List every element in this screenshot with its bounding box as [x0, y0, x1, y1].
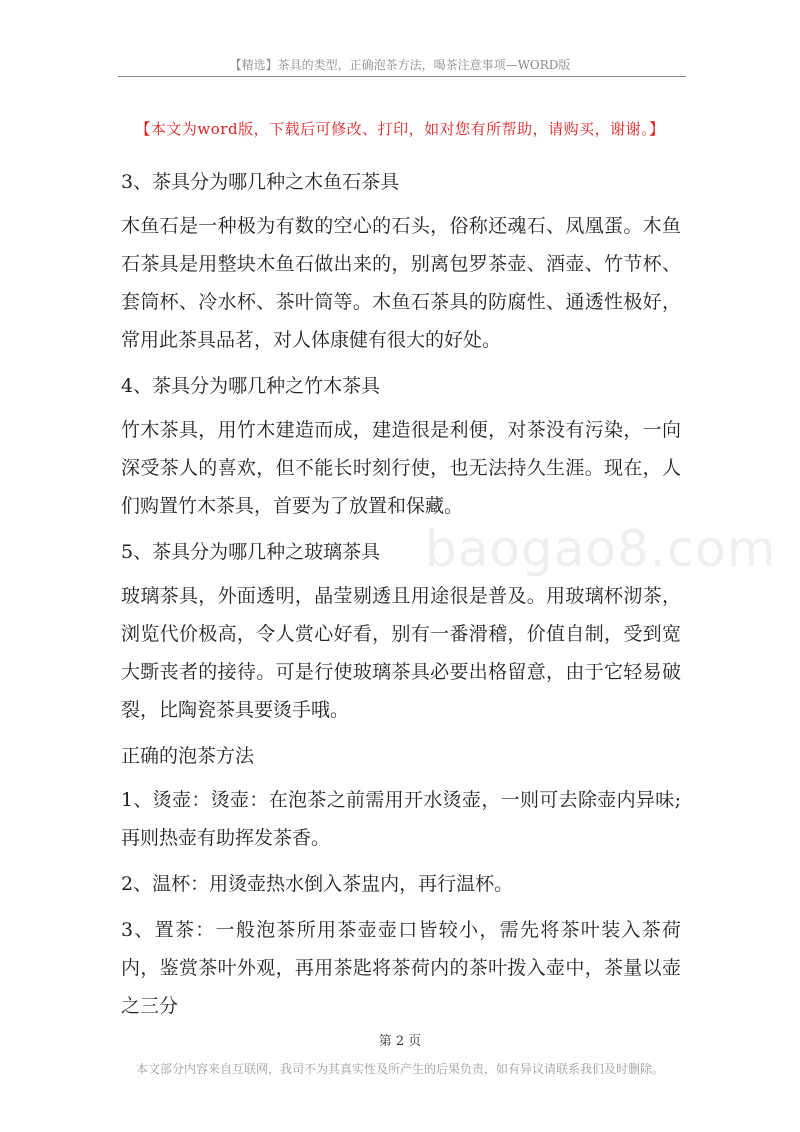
- paragraph-step-3: 3、置茶：一般泡茶所用茶壶壶口皆较小，需先将茶叶装入茶荷内，鉴赏茶叶外观，再用茶匙将茶荷内的茶叶拨入壶中，茶量以壶之三分: [121, 919, 681, 1017]
- section-heading-zhumu: 4、茶具分为哪几种之竹木茶具: [121, 375, 381, 397]
- header-divider: [118, 76, 686, 77]
- paragraph-zhumu: 竹木茶具，用竹木建造而成，建造很是利便，对茶没有污染，一向深受茶人的喜欢，但不能长时刻行使，也无法持久生涯。现在，人们购置竹木茶具，首要为了放置和保藏。: [121, 419, 681, 517]
- download-notice: 【本文为word版，下载后可修改、打印，如对您有所帮助，请购买，谢谢。】: [135, 120, 665, 138]
- paragraph-boli: 玻璃茶具，外面透明，晶莹剔透且用途很是普及。用玻璃杯沏茶，浏览代价极高，令人赏心好看，别有一番滑稽，价值自制，受到宽大斲丧者的接待。可是行使玻璃茶具必要出格留意，由于它轻易破裂，比陶瓷茶具要烫手哦。: [121, 585, 681, 721]
- section-heading-method: 正确的泡茶方法: [121, 745, 255, 767]
- page-number: 第 2 页: [378, 1034, 422, 1049]
- section-heading-muyushi: 3、茶具分为哪几种之木鱼石茶具: [121, 171, 400, 193]
- paragraph-muyushi: 木鱼石是一种极为有数的空心的石头，俗称还魂石、凤凰蛋。木鱼石茶具是用整块木鱼石做出来的，别离包罗茶壶、酒壶、竹节杯、套筒杯、冷水杯、茶叶筒等。木鱼石茶具的防腐性、通透性极好，常用此茶具品茗，对人体康健有很大的好处。: [121, 215, 681, 351]
- page-footer: 本文部分内容来自互联网，我司不为其真实性及所产生的后果负责，如有异议请联系我们及时删除。: [135, 1062, 664, 1076]
- document-body: [121, 163, 681, 1033]
- section-heading-boli: 5、茶具分为哪几种之玻璃茶具: [121, 541, 381, 563]
- watermark: baogao8.com: [425, 520, 777, 578]
- page-header: 【精选】茶具的类型，正确泡茶方法，喝茶注意事项—WORD版: [229, 58, 571, 72]
- paragraph-step-1: 1、烫壶：烫壶：在泡茶之前需用开水烫壶，一则可去除壶内异味;再则热壶有助挥发茶香。: [121, 789, 681, 849]
- paragraph-step-2: 2、温杯：用烫壶热水倒入茶盅内，再行温杯。: [121, 873, 514, 895]
